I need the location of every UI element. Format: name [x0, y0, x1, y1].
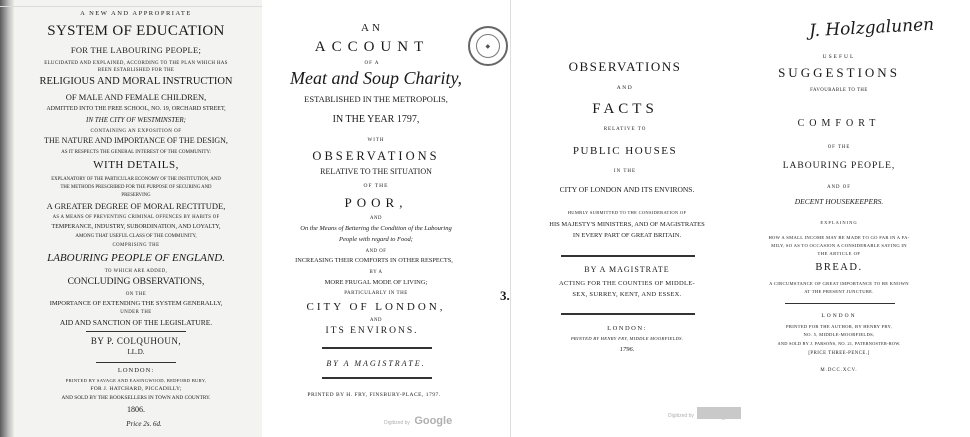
title-line: RELATIVE TO — [603, 127, 647, 132]
title-line: AT THE PRESENT JUNCTURE. — [804, 289, 874, 294]
library-stamp: ◆ — [468, 26, 508, 66]
title-line: SUGGESTIONS — [778, 65, 900, 80]
imprint-date: 1806. — [127, 405, 145, 414]
imprint-line: PRINTED FOR THE AUTHOR, BY HENRY FRY, — [785, 324, 893, 329]
title-line: LL.D. — [127, 348, 145, 356]
book-spine-shadow — [0, 0, 14, 437]
title-page-useful-suggestions — [741, 0, 970, 437]
title-line: MILY, SO AS TO OCCASION A CONSIDERABLE SAVING IN — [771, 243, 907, 248]
title-line: CITY OF LONDON AND ITS ENVIRONS. — [559, 185, 695, 194]
title-line: AS A MEANS OF PREVENTING CRIMINAL OFFENCES BY HABITS OF — [52, 215, 220, 220]
author-line: BY A MAGISTRATE. — [326, 359, 426, 368]
imprint-line: PRINTED BY HENRY FRY, MIDDLE MOORFIELDS. — [570, 336, 684, 341]
imprint-line: LONDON: — [607, 325, 647, 332]
title-line: HUMBLY SUBMITTED TO THE CONSIDERATION OF — [567, 210, 687, 215]
divider-rule — [86, 331, 186, 332]
title-line: USEFUL — [822, 54, 856, 60]
author-line: BY A MAGISTRATE — [584, 265, 670, 274]
title-line: TO WHICH ARE ADDED, — [104, 269, 168, 274]
scan-edge — [0, 6, 262, 7]
title-line: SEX, SURREY, KENT, AND ESSEX. — [572, 291, 682, 298]
title-line: RELIGIOUS AND MORAL INSTRUCTION — [39, 76, 233, 87]
imprint-line: LONDON — [821, 313, 857, 319]
title-line: OF MALE AND FEMALE CHILDREN, — [65, 92, 207, 102]
title-line: AID AND SANCTION OF THE LEGISLATURE. — [59, 318, 213, 327]
title-line: PRESERVING — [121, 193, 151, 198]
title-line: IN EVERY PART OF GREAT BRITAIN. — [572, 232, 682, 239]
title-line: On the Means of Bettering the Condition of the Labouring — [300, 225, 452, 232]
title-line: ESTABLISHED IN THE METROPOLIS, — [304, 94, 448, 104]
divider-rule — [785, 303, 895, 304]
price-line: [PRICE THREE-PENCE.] — [808, 351, 870, 356]
title-line: INCREASING THEIR COMFORTS IN OTHER RESPECTS, — [295, 257, 453, 264]
title-line: HOW A SMALL INCOME MAY BE MADE TO GO FAR IN A FA- — [768, 235, 910, 240]
title-line: BREAD. — [815, 262, 863, 273]
title-line: CITY OF LONDON, — [306, 301, 446, 313]
title-line: THE METHODS PRESCRIBED FOR THE PURPOSE OF SECURING AND — [60, 185, 212, 190]
title-line: MORE FRUGAL MODE OF LIVING; — [324, 279, 428, 286]
title-line: AMONG THAT USEFUL CLASS OF THE COMMUNITY, — [75, 234, 197, 239]
price-line: Price 2s. 6d. — [126, 420, 162, 428]
imprint-line: PRINTED BY H. FRY, FINSBURY-PLACE, 1797. — [307, 392, 441, 398]
title-line: A CIRCUMSTANCE OF GREAT IMPORTANCE TO BE KNOWN — [769, 281, 909, 286]
title-line: FAVOURABLE TO THE — [810, 88, 868, 93]
imprint-line: PRINTED BY SAVAGE AND EASINGWOOD, BEDFORD BURY, — [65, 378, 207, 383]
title-line: WITH — [367, 138, 385, 143]
title-line: Meat and Soup Charity, — [290, 68, 462, 88]
divider-rule — [96, 362, 176, 363]
handwritten-number: 3. — [500, 288, 510, 303]
title-line: CONTAINING AN EXPOSITION OF — [90, 129, 182, 134]
title-line: FOR THE LABOURING PEOPLE; — [70, 45, 202, 55]
title-line: ON THE — [125, 292, 147, 297]
imprint-date: M.DCC.XCV. — [820, 368, 858, 373]
title-line: SYSTEM OF EDUCATION — [47, 23, 225, 39]
title-line: AND OF — [827, 185, 851, 190]
title-line: TEMPERANCE, INDUSTRY, SUBORDINATION, AND LOYALTY, — [51, 224, 221, 230]
title-line: EXPLANATORY OF THE PARTICULAR ECONOMY OF THE INSTITUTION, AND — [51, 177, 221, 182]
title-line: PARTICULARLY IN THE — [344, 291, 408, 296]
title-line: OF THE — [363, 183, 389, 189]
title-line: A NEW AND APPROPRIATE — [80, 10, 192, 17]
title-line: IN THE YEAR 1797, — [332, 114, 420, 125]
title-line: COMPRISING THE — [112, 243, 160, 248]
imprint-line: NO. 5, MIDDLE-MOORFIELDS, — [803, 332, 875, 337]
title-line: BEEN ESTABLISHED FOR THE — [97, 68, 175, 73]
title-line: THE ARTICLE OF — [817, 251, 861, 256]
title-line: OBSERVATIONS — [312, 149, 440, 163]
title-line: COMFORT — [797, 118, 881, 129]
title-line: FACTS — [592, 101, 658, 117]
title-line: UNDER THE — [120, 310, 152, 315]
handwritten-signature: J. Holzgalunen — [808, 14, 935, 42]
title-line: LABOURING PEOPLE, — [782, 161, 896, 171]
divider-rule — [322, 377, 432, 379]
imprint-line: LONDON: — [117, 367, 155, 374]
title-line: ACTING FOR THE COUNTIES OF MIDDLE- — [559, 280, 695, 287]
imprint-date: 1796. — [619, 346, 635, 353]
title-line: OF A — [364, 61, 380, 66]
title-line: IN THE CITY OF WESTMINSTER; — [86, 116, 186, 124]
title-line: OBSERVATIONS — [568, 59, 682, 74]
imprint-line: AND SOLD BY THE BOOKSELLERS IN TOWN AND COUNTRY. — [61, 395, 211, 401]
title-line: AND — [370, 318, 382, 323]
title-line: EXPLAINING — [820, 220, 858, 225]
imprint-line: AND SOLD BY J. PARSONS, NO. 21, PATERNOSTER-ROW. — [777, 341, 901, 346]
title-line: ACCOUNT — [314, 39, 430, 55]
title-page-system-of-education — [0, 0, 262, 437]
title-line: HIS MAJESTY'S MINISTERS, AND OF MAGISTRATES — [549, 221, 705, 228]
title-line: ITS ENVIRONS. — [325, 326, 419, 336]
title-line: DECENT HOUSEKEEPERS. — [794, 197, 884, 206]
title-line: A GREATER DEGREE OF MORAL RECTITUDE, — [46, 201, 226, 211]
title-line: CONCLUDING OBSERVATIONS, — [67, 277, 205, 287]
title-line: BY A — [369, 270, 383, 275]
title-line: OF THE — [827, 145, 851, 150]
imprint-line: FOR J. HATCHARD, PICCADILLY; — [90, 386, 182, 392]
author-line: BY P. COLQUHOUN, — [90, 336, 182, 346]
title-page-meat-and-soup-charity — [262, 0, 510, 437]
title-page-public-houses — [500, 0, 742, 437]
title-line: THE NATURE AND IMPORTANCE OF THE DESIGN, — [44, 136, 228, 145]
title-line: POOR, — [344, 195, 408, 210]
title-line: ADMITTED INTO THE FREE SCHOOL, NO. 19, ORCHARD STREET, — [46, 106, 226, 112]
title-line: IMPORTANCE OF EXTENDING THE SYSTEM GENERALLY, — [49, 300, 223, 307]
scan-edge — [697, 407, 742, 419]
title-line: ELUCIDATED AND EXPLAINED, ACCORDING TO THE PLAN WHICH HAS — [44, 61, 228, 66]
title-line: AND — [616, 85, 634, 91]
divider-rule — [561, 313, 695, 315]
title-line: RELATIVE TO THE SITUATION — [320, 167, 432, 176]
title-line: PUBLIC HOUSES — [572, 145, 678, 157]
title-line: IN THE — [613, 169, 637, 174]
title-line: WITH DETAILS, — [93, 159, 179, 171]
title-line: People with regard to Food; — [339, 236, 413, 243]
google-watermark: Digitized by — [668, 413, 694, 419]
title-line: AND — [370, 216, 382, 221]
title-line: LABOURING PEOPLE OF ENGLAND. — [47, 252, 225, 264]
title-line: AS IT RESPECTS THE GENERAL INTEREST OF THE COMMUNITY: — [61, 150, 211, 155]
title-line: AN — [361, 22, 383, 34]
title-line: AND OF — [365, 249, 387, 254]
google-watermark: Digitized by Google — [384, 415, 453, 427]
divider-rule — [322, 347, 432, 349]
divider-rule — [561, 255, 695, 257]
